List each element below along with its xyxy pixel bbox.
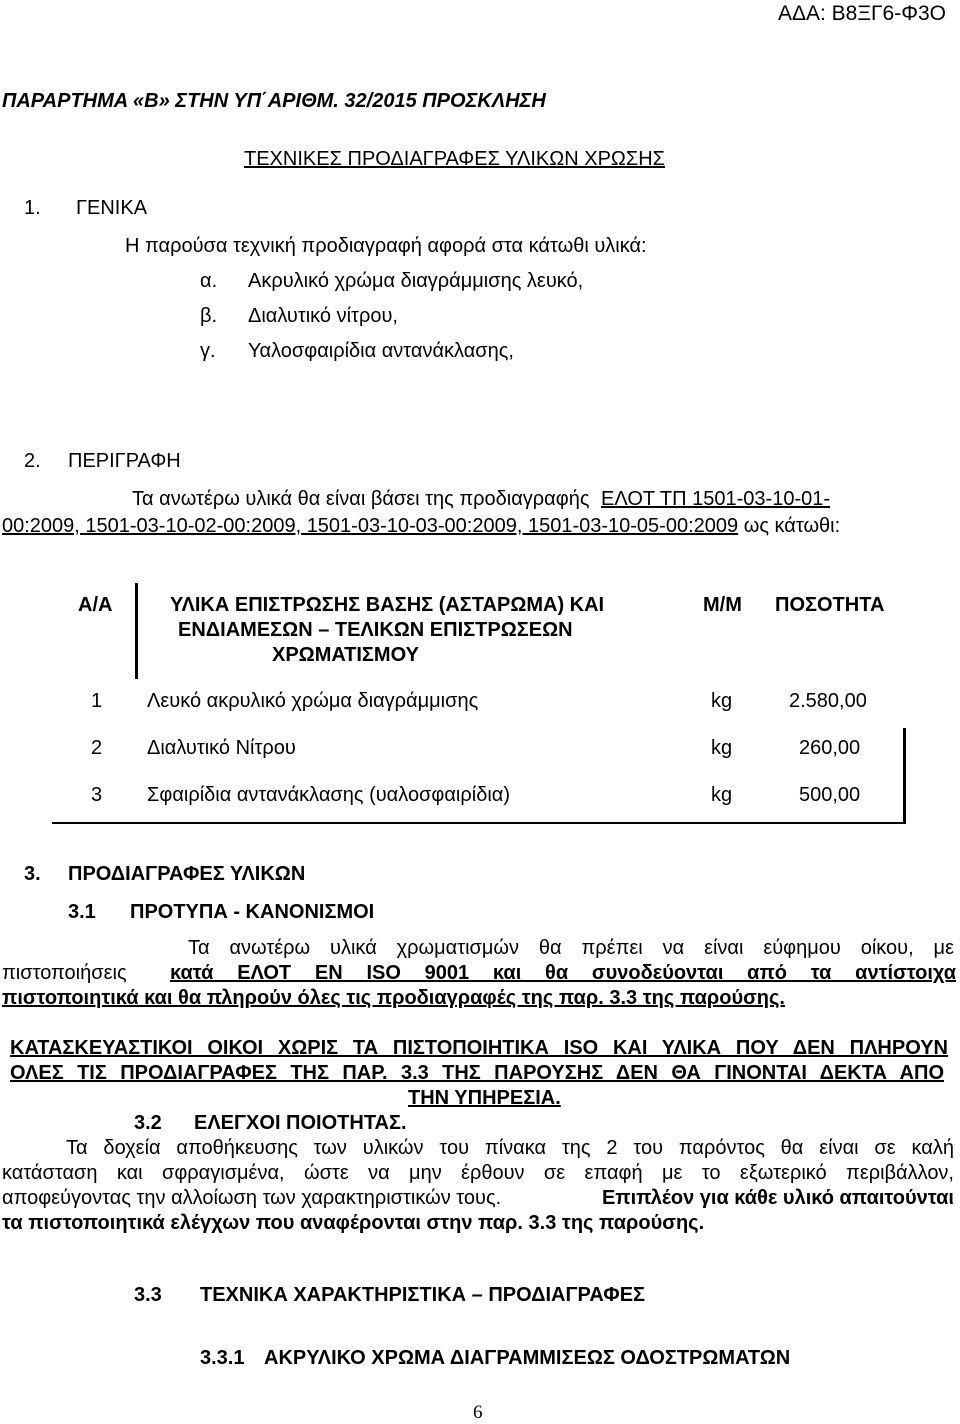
section-1-intro: Η παρούσα τεχνική προδιαγραφή αφορά στα κάτωθι υλικά: — [125, 235, 647, 257]
header-material-line-1: ΥΛΙΚΑ ΕΠΙΣΤΡΩΣΗΣ ΒΑΣΗΣ (ΑΣΤΑΡΩΜΑ) ΚΑΙ — [170, 594, 605, 616]
section-3-3-number: 3.3 — [134, 1284, 162, 1306]
description-line-1 — [132, 488, 830, 511]
list-item-text: Υαλοσφαιρίδια αντανάκλασης, — [248, 340, 514, 362]
section-3-3-1-heading: ΑΚΡΥΛΙΚΟ ΧΡΩΜΑ ΔΙΑΓΡΑΜΜΙΣΕΩΣ ΟΔΟΣΤΡΩΜΑΤΩΝ — [264, 1347, 791, 1369]
standards-line-2 — [2, 962, 956, 985]
section-1-number: 1. — [24, 197, 41, 219]
section-3-heading: ΠΡΟΔΙΑΓΡΑΦΕΣ ΥΛΙΚΩΝ — [68, 863, 306, 885]
row-material: Διαλυτικό Νίτρου — [147, 737, 296, 759]
standards-line-3: πιστοποιητικά και θα πληρούν όλες τις προδιαγραφές της παρ. 3.3 της παρούσης. — [2, 987, 785, 1009]
section-2-number: 2. — [24, 450, 41, 472]
standard-reference: 00:2009, 1501-03-10-02-00:2009, 1501-03-10-03-00:2009, 1501-03-10-05-00:2009 — [2, 515, 739, 537]
section-3-1-number: 3.1 — [68, 901, 96, 923]
description-suffix: ως κάτωθι: — [738, 515, 841, 537]
page-number: 6 — [473, 1402, 483, 1423]
row-unit: kg — [711, 737, 733, 759]
row-quantity: 260,00 — [799, 737, 861, 759]
row-material: Σφαιρίδια αντανάκλασης (υαλοσφαιρίδια) — [147, 784, 510, 806]
row-quantity: 500,00 — [799, 784, 861, 806]
quality-line-3 — [2, 1187, 954, 1210]
header-material-line-2: ΕΝΔΙΑΜΕΣΩΝ – ΤΕΛΙΚΩΝ ΕΠΙΣΤΡΩΣΕΩΝ — [178, 619, 573, 641]
list-item-marker: α. — [200, 270, 218, 292]
header-aa: Α/Α — [78, 594, 113, 616]
row-aa: 2 — [91, 737, 103, 759]
description-line-2 — [2, 515, 840, 538]
section-2-heading: ΠΕΡΙΓΡΑΦΗ — [68, 450, 181, 472]
list-item-marker: β. — [200, 305, 218, 327]
section-3-3-heading: ΤΕΧΝΙΚΑ ΧΑΡΑΚΤΗΡΙΣΤΙΚΑ – ΠΡΟΔΙΑΓΡΑΦΕΣ — [200, 1284, 646, 1306]
section-3-1-heading: ΠΡΟΤΥΠΑ - ΚΑΝΟΝΙΣΜΟΙ — [130, 901, 375, 923]
row-aa: 1 — [91, 690, 103, 712]
header-unit: Μ/Μ — [703, 594, 742, 616]
warning-line-1: ΚΑΤΑΣΚΕΥΑΣΤΙΚΟΙ ΟΙΚΟΙ ΧΩΡΙΣ ΤΑ ΠΙΣΤΟΠΟΙΗΤΙΚΑ ISO ΚΑΙ ΥΛΙΚΑ ΠΟΥ ΔΕΝ ΠΛΗΡΟΥΝ — [10, 1037, 948, 1059]
standard-reference: ΕΛΟΤ ΤΠ 1501-03-10-01- — [601, 488, 831, 510]
warning-line-2: ΟΛΕΣ ΤΙΣ ΠΡΟΔΙΑΓΡΑΦΕΣ ΤΗΣ ΠΑΡ. 3.3 ΤΗΣ ΠΑΡΟΥΣΗΣ ΔΕΝ ΘΑ ΓΙΝΟΝΤΑΙ ΔΕΚΤΑ ΑΠΟ — [10, 1062, 944, 1084]
table-divider — [52, 822, 906, 824]
section-3-3-1-number: 3.3.1 — [200, 1347, 245, 1369]
quality-line-1: Τα δοχεία αποθήκευσης των υλικών του πίνακα της 2 του παρόντος θα είναι σε καλή — [66, 1137, 954, 1159]
table-divider — [903, 728, 906, 824]
row-unit: kg — [711, 784, 733, 806]
header-quantity: ΠΟΣΟΤΗΤΑ — [775, 594, 885, 616]
ada-code: ΑΔΑ: Β8ΞΓ6-Φ3Ο — [777, 2, 946, 25]
section-3-2-number: 3.2 — [134, 1112, 162, 1134]
quality-prefix: αποφεύγοντας την αλλοίωση των χαρακτηριστικών τους. — [2, 1187, 502, 1209]
description-prefix: Τα ανωτέρω υλικά θα είναι βάσει της προδιαγραφής — [132, 488, 590, 510]
list-item-marker: γ. — [200, 340, 216, 362]
row-aa: 3 — [91, 784, 103, 806]
warning-line-3: ΤΗΝ ΥΠΗΡΕΣΙΑ. — [408, 1087, 561, 1109]
quality-line-2: κατάσταση και σφραγισμένα, ώστε να μην έρθουν σε επαφή με το εξωτερικό περιβάλλον, — [2, 1162, 954, 1184]
quality-requirement: Επιπλέον για κάθε υλικό απαιτούνται — [601, 1187, 954, 1209]
annex-title: ΠΑΡΑΡΤΗΜΑ «Β» ΣΤΗΝ ΥΠ΄ΑΡΙΘΜ. 32/2015 ΠΡΟΣΚΛΗΣΗ — [2, 90, 546, 112]
list-item-text: Ακρυλικό χρώμα διαγράμμισης λευκό, — [248, 270, 584, 292]
iso-requirement: κατά ΕΛΟΤ ΕΝ ISO 9001 και θα συνοδεύονται από τα αντίστοιχα — [170, 962, 956, 984]
section-3-number: 3. — [24, 863, 41, 885]
row-quantity: 2.580,00 — [789, 690, 867, 712]
standards-line-1: Τα ανωτέρω υλικά χρωματισμών θα πρέπει να είναι εύφημου οίκου, με — [188, 937, 954, 959]
row-material: Λευκό ακρυλικό χρώμα διαγράμμισης — [147, 690, 479, 712]
header-material-line-3: ΧΡΩΜΑΤΙΣΜΟΥ — [272, 644, 419, 666]
table-divider — [135, 583, 138, 679]
section-3-2-heading: ΕΛΕΓΧΟΙ ΠΟΙΟΤΗΤΑΣ. — [194, 1112, 407, 1134]
row-unit: kg — [711, 690, 733, 712]
doc-title: ΤΕΧΝΙΚΕΣ ΠΡΟΔΙΑΓΡΑΦΕΣ ΥΛΙΚΩΝ ΧΡΩΣΗΣ — [244, 148, 666, 170]
list-item-text: Διαλυτικό νίτρου, — [248, 305, 398, 327]
standards-prefix: πιστοποιήσεις — [2, 962, 127, 984]
quality-line-4: τα πιστοποιητικά ελέγχων που αναφέρονται στην παρ. 3.3 της παρούσης. — [2, 1212, 705, 1234]
section-1-heading: ΓΕΝΙΚΑ — [76, 197, 148, 219]
